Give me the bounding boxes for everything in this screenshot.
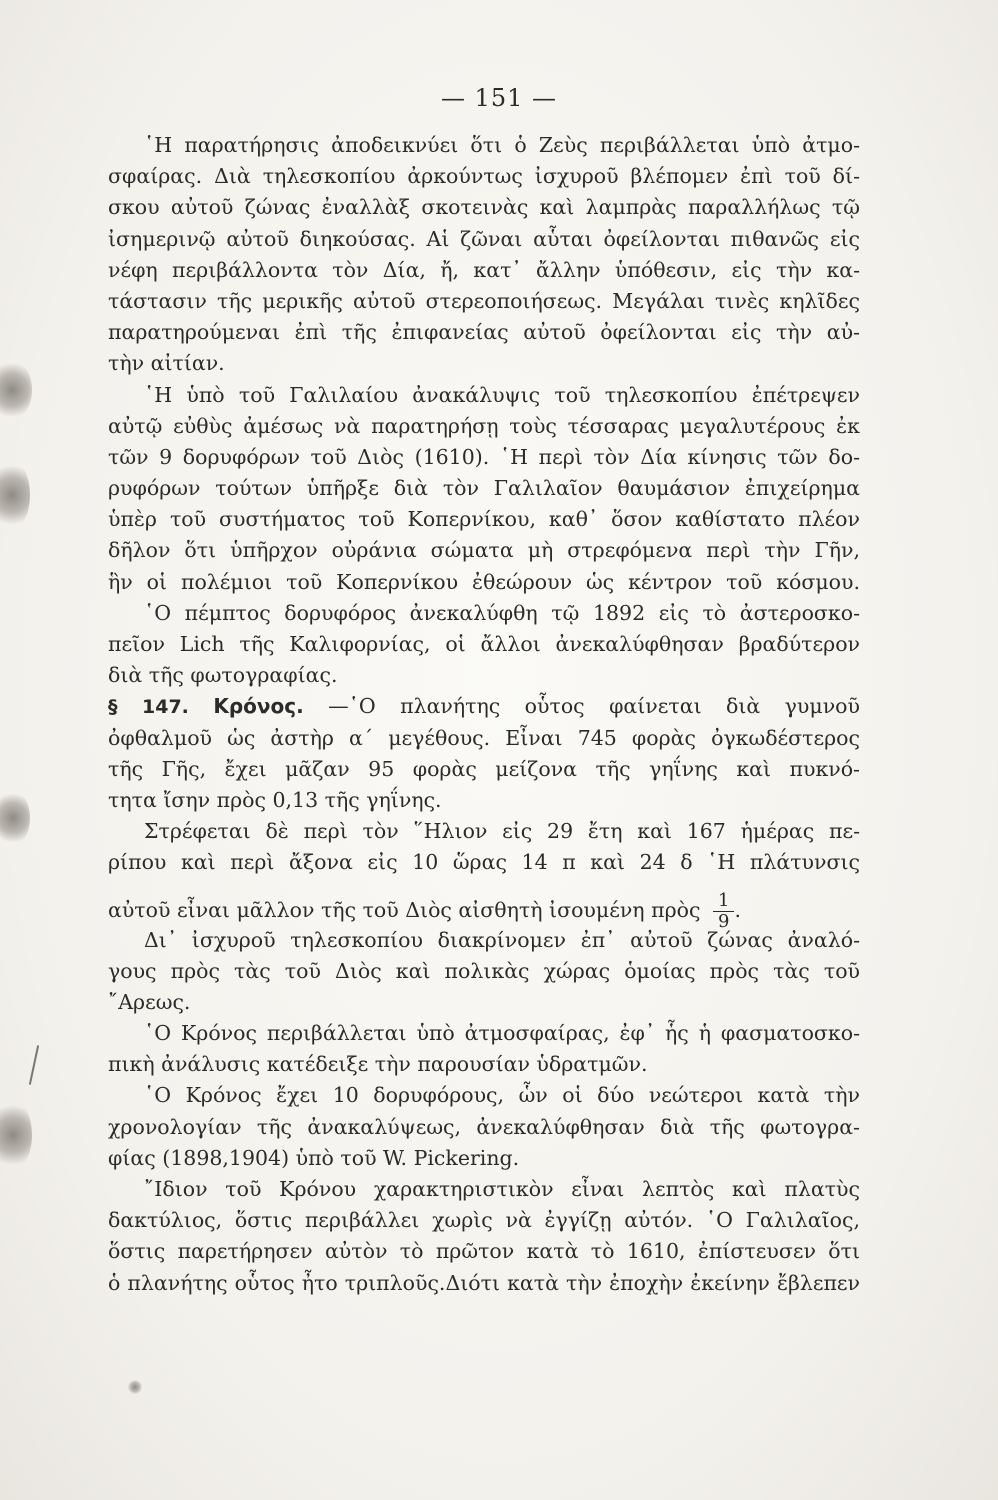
text-line: ῎Ιδιον τοῦ Κρόνου χαρακτηριστικὸν εἶναι λεπτὸς καὶ πλατὺς [144,1177,860,1201]
text-line: ὁ πλανήτης οὗτος ἦτο τριπλοῦς.Διότι κατὰ τὴν ἐποχὴν ἐκείνην ἔβλεπεν [108,1270,860,1295]
text-line: γους πρὸς τὰς τοῦ Διὸς καὶ πολικὰς χώρας ὁμοίας πρὸς τὰς τοῦ [108,958,860,983]
text-line: ῎Αρεως. [108,989,191,1014]
section-heading-line [108,691,860,722]
text-line: ρίπου καὶ περὶ ἄξονα εἰς 10 ὥρας 14 π καὶ 24 δ ῾Η πλάτυνσις [108,850,860,875]
punch-hole-mark [0,790,30,846]
section-heading [108,694,328,718]
text-line: φίας (1898,1904) ὑπὸ τοῦ W. Pickering. [108,1145,520,1170]
section-number: § 147. [108,696,189,719]
punch-hole-mark [0,460,30,530]
body-text [108,130,860,1299]
text-line: τὴν αἰτίαν. [108,351,225,376]
text-line: τάστασιν τῆς μερικῆς αὐτοῦ στερεοποιήσεως. Μεγάλαι τινὲς κηλῖδες [108,288,860,313]
text-line: ὅστις παρετήρησεν αὐτὸν τὸ πρῶτον κατὰ τὸ 1610, ἐπίστευσεν ὅτι [108,1239,860,1264]
punch-hole-mark [128,1380,142,1394]
paragraph-block-saturn-rings [108,925,860,1299]
text-line: ῾Η παρατήρησις ἀποδεικνύει ὅτι ὁ Ζεὺς περιβάλλεται ὑπὸ ἀτμο- [144,133,860,157]
fraction-end: . [734,897,741,922]
section-first-line: —῾Ο πλανήτης οὗτος φαίνεται διὰ γυμνοῦ [328,694,860,719]
text-line: αὐτῷ εὐθὺς ἀμέσως νὰ παρατηρήσῃ τοὺς τέσσαρας μεγαλυτέρους ἐκ [108,413,860,438]
page-number: — 151 — [440,84,558,112]
punch-hole-mark [0,360,32,420]
text-line: σφαίρας. Διὰ τηλεσκοπίου ἀρκούντως ἰσχυροῦ βλέπομεν ἐπὶ τοῦ δί- [108,164,860,189]
text-line: ἰσημερινῷ αὐτοῦ διηκούσας. Αἱ ζῶναι αὗται ὀφείλονται πιθανῶς εἰς [108,226,860,251]
fraction-line-text [108,879,860,932]
text-line: τῶν 9 δορυφόρων τοῦ Διὸς (1610). ῾Η περὶ τὸν Δία κίνησις τῶν δο- [108,444,860,469]
section-title: Κρόνος. [213,694,304,719]
fraction [713,891,734,932]
text-line: ρυφόρων τούτων ὑπῆρξε διὰ τὸν Γαλιλαῖον θαυμάσιον ἐπιχείρημα [108,476,860,501]
fraction-line-words: αὐτοῦ εἶναι μᾶλλον τῆς τοῦ Διὸς αἰσθητὴ ἰσουμένη πρὸς [108,897,701,922]
text-line: πεῖον Lich τῆς Καλιφορνίας, οἱ ἄλλοι ἀνεκαλύφθησαν βραδύτερον [108,632,860,656]
text-line: Στρέφεται δὲ περὶ τὸν ῞Ηλιον εἰς 29 ἔτη καὶ 167 ἡμέρας πε- [144,819,860,844]
fraction-line [108,879,860,932]
text-line: σκου αὐτοῦ ζώνας ἐναλλὰξ σκοτεινὰς καὶ λαμπρὰς παραλλήλως τῷ [108,195,860,220]
text-line: ἣν οἱ πολέμιοι τοῦ Κοπερνίκου ἐθεώρουν ὡς κέντρον τοῦ κόσμου. [108,569,860,594]
fraction-denominator: 9 [717,910,730,932]
paragraph-block-saturn [108,723,860,879]
fraction-numerator: 1 [713,891,734,912]
text-line: ῾Ο Κρόνος περιβάλλεται ὑπὸ ἀτμοσφαίρας, ἐφ᾿ ἧς ἡ φασματοσκο- [144,1021,860,1046]
text-line: δῆλον ὅτι ὑπῆρχον οὐράνια σώματα μὴ στρεφόμενα περὶ τὴν Γῆν, [108,538,860,563]
text-line: ὀφθαλμοῦ ὡς ἀστὴρ α΄ μεγέθους. Εἶναι 745 φορὰς ὀγκωδέστερος [108,725,860,750]
text-line: τῆς Γῆς, ἔχει μᾶζαν 95 φορὰς μείζονα τῆς γηΐνης καὶ πυκνό- [108,756,860,781]
text-line: ῾Ο πέμπτος δορυφόρος ἀνεκαλύφθη τῷ 1892 εἰς τὸ ἀστεροσκο- [144,600,860,625]
text-line: διὰ τῆς φωτογραφίας. [108,663,338,688]
text-line: νέφη περιβάλλοντα τὸν Δία, ἤ, κατ᾿ ἄλλην ὑπόθεσιν, εἰς τὴν κα- [108,257,860,282]
punch-hole-mark [0,1100,32,1170]
text-line: παρατηρούμεναι ἐπὶ τῆς ἐπιφανείας αὐτοῦ ὀφείλονται εἰς τὴν αὐ- [108,320,860,345]
pen-scratch-mark [29,1045,39,1085]
text-line: ῾Η ὑπὸ τοῦ Γαλιλαίου ἀνακάλυψις τοῦ τηλεσκοπίου ἐπέτρεψεν [144,382,860,407]
text-line: Δι᾿ ἰσχυροῦ τηλεσκοπίου διακρίνομεν ἐπ᾿ αὐτοῦ ζώνας ἀναλό- [144,927,860,952]
text-line: τητα ἴσην πρὸς 0,13 τῆς γηΐνης. [108,787,442,812]
text-line: χρονολογίαν τῆς ἀνακαλύψεως, ἀνεκαλύφθησαν διὰ τῆς φωτογρα- [108,1114,860,1139]
paragraph-block-jupiter [108,130,860,691]
text-line: δακτύλιος, ὅστις περιβάλλει χωρὶς νὰ ἐγγίζῃ αὐτόν. ῾Ο Γαλιλαῖος, [108,1208,860,1233]
text-line: ῾Ο Κρόνος ἔχει 10 δορυφόρους, ὧν οἱ δύο νεώτεροι κατὰ τὴν [144,1083,860,1108]
text-line: πικὴ ἀνάλυσις κατέδειξε τὴν παρουσίαν ὑδρατμῶν. [108,1052,648,1077]
text-line: ὑπὲρ τοῦ συστήματος τοῦ Κοπερνίκου, καθ᾿ ὅσον καθίστατο πλέον [108,507,860,532]
